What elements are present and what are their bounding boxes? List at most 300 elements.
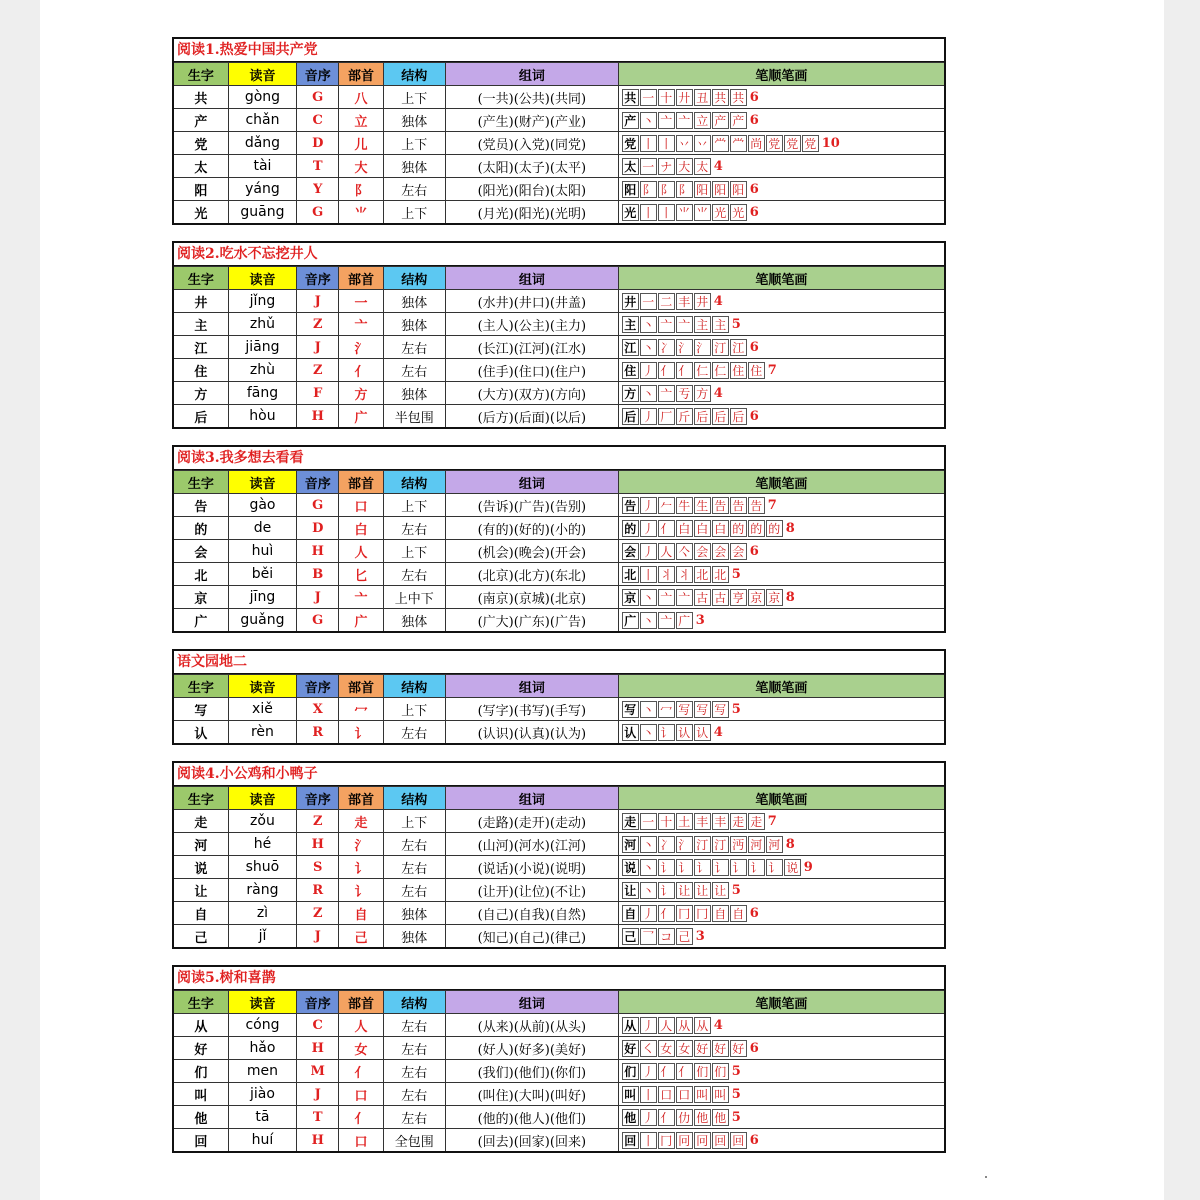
section-title: 阅读5.树和喜鹊 [174,967,944,990]
stroke-order-cell [618,925,944,948]
header-words: 组词 [445,471,618,494]
stroke-step-box: 丶 [640,112,657,129]
letter-order-cell: T [297,155,339,178]
header-pinyin: 读音 [228,471,296,494]
header-strokes: 笔顺笔画 [618,675,944,698]
stroke-order-cell [618,833,944,856]
words-cell: (阳光)(阳台)(太阳) [445,178,618,201]
stroke-step-box: 冂 [658,1132,675,1149]
header-letter-order: 音序 [297,471,339,494]
stroke-step-box: 产 [712,112,729,129]
table-row [174,925,944,948]
character-table [174,62,944,223]
stroke-step-box: 斤 [676,408,693,425]
stroke-order-cell [618,132,944,155]
character-cell: 广 [174,609,228,632]
stroke-step-box: 丶 [640,612,657,629]
stroke-step-box: 后 [712,408,729,425]
stroke-count: 6 [749,1040,759,1056]
stroke-step-box: 们 [694,1063,711,1080]
header-radical: 部首 [339,267,383,290]
structure-cell: 上下 [383,86,445,109]
letter-order-cell: J [297,290,339,313]
table-row [174,178,944,201]
stroke-count: 7 [767,497,777,513]
stroke-count: 5 [731,566,741,582]
stroke-step-box: 丶 [640,859,657,876]
stroke-step-box: 白 [676,520,693,537]
pinyin-cell: gào [228,494,296,517]
stroke-char-box: 走 [622,813,639,830]
pinyin-cell: men [228,1060,296,1083]
stroke-order-cell [618,563,944,586]
header-row [174,267,944,290]
stroke-step-box: 讠 [676,859,693,876]
stroke-char-box: 光 [622,204,639,221]
stroke-char-box: 党 [622,135,639,152]
stroke-char-box: 认 [622,724,639,741]
stroke-step-box: 告 [730,497,747,514]
stroke-step-box: 冋 [694,1132,711,1149]
stroke-step-box: 亨 [730,589,747,606]
stroke-step-box: 主 [712,316,729,333]
stroke-step-box: 回 [712,1132,729,1149]
table-row [174,856,944,879]
stroke-step-box: 亠 [658,589,675,606]
character-cell: 走 [174,810,228,833]
character-cell: 叫 [174,1083,228,1106]
stroke-step-box: 让 [712,882,729,899]
stroke-step-box: 讠 [658,724,675,741]
stroke-step-box: 亻 [676,1063,693,1080]
stroke-step-box: 让 [694,882,711,899]
stroke-step-box: 仁 [694,362,711,379]
stroke-order-cell [618,698,944,721]
stroke-step-box: 𠂉 [658,497,675,514]
structure-cell: 左右 [383,563,445,586]
structure-cell: 上下 [383,494,445,517]
table-row [174,1106,944,1129]
stroke-char-box: 产 [622,112,639,129]
radical-cell: 人 [339,1014,383,1037]
table-row [174,540,944,563]
radical-cell: 自 [339,902,383,925]
stroke-step-box: 亻 [658,1063,675,1080]
words-cell: (认识)(认真)(认为) [445,721,618,744]
stroke-order-cell [618,405,944,428]
stroke-count: 6 [749,89,759,105]
letter-order-cell: M [297,1060,339,1083]
character-cell: 从 [174,1014,228,1037]
header-pinyin: 读音 [228,991,296,1014]
stroke-step-box: 冋 [676,1132,693,1149]
header-character: 生字 [174,63,228,86]
stroke-order-cell [618,856,944,879]
stroke-step-box: 好 [730,1040,747,1057]
stroke-step-box: 女 [676,1040,693,1057]
lesson-section [172,241,946,429]
letter-order-cell: G [297,201,339,224]
stroke-count: 6 [749,905,759,921]
letter-order-cell: D [297,517,339,540]
structure-cell: 上下 [383,810,445,833]
table-row [174,810,944,833]
letter-order-cell: C [297,109,339,132]
header-structure: 结构 [383,991,445,1014]
stroke-step-box: 京 [766,589,783,606]
stroke-step-box: 氵 [676,836,693,853]
stroke-step-box: 让 [676,882,693,899]
letter-order-cell: G [297,609,339,632]
structure-cell: 左右 [383,1106,445,1129]
stroke-step-box: 会 [694,543,711,560]
radical-cell: 走 [339,810,383,833]
structure-cell: 上下 [383,540,445,563]
words-cell: (长江)(江河)(江水) [445,336,618,359]
character-table [174,674,944,743]
stroke-step-box: 河 [748,836,765,853]
stroke-step-box: 会 [730,543,747,560]
stroke-step-box: 党 [802,135,819,152]
stroke-step-box: 们 [712,1063,729,1080]
stroke-step-box: 太 [694,158,711,175]
character-cell: 主 [174,313,228,336]
stroke-step-box: 会 [712,543,729,560]
words-cell: (告诉)(广告)(告别) [445,494,618,517]
stroke-step-box: 丿 [640,543,657,560]
pinyin-cell: hǎo [228,1037,296,1060]
words-cell: (南京)(京城)(北京) [445,586,618,609]
stroke-step-box: 丿 [640,408,657,425]
character-cell: 回 [174,1129,228,1152]
letter-order-cell: S [297,856,339,879]
stroke-step-box: 走 [748,813,765,830]
table-row [174,405,944,428]
stroke-step-box: 丨 [640,1132,657,1149]
character-table [174,990,944,1151]
stroke-step-box: 产 [730,112,747,129]
structure-cell: 左右 [383,1083,445,1106]
stroke-step-box: 一 [640,158,657,175]
words-cell: (一共)(公共)(共同) [445,86,618,109]
stroke-char-box: 叫 [622,1086,639,1103]
character-cell: 会 [174,540,228,563]
table-row [174,109,944,132]
words-cell: (水井)(井口)(井盖) [445,290,618,313]
header-structure: 结构 [383,63,445,86]
stroke-step-box: 后 [730,408,747,425]
stroke-char-box: 好 [622,1040,639,1057]
stroke-char-box: 他 [622,1109,639,1126]
pinyin-cell: chǎn [228,109,296,132]
pinyin-cell: jīng [228,586,296,609]
stroke-char-box: 住 [622,362,639,379]
stroke-char-box: 后 [622,408,639,425]
stroke-step-box: 二 [658,293,675,310]
stroke-count: 8 [785,836,795,852]
pinyin-cell: jiào [228,1083,296,1106]
stroke-step-box: 讠 [730,859,747,876]
character-cell: 后 [174,405,228,428]
letter-order-cell: R [297,879,339,902]
stroke-step-box: 亻 [658,362,675,379]
stroke-step-box: 丰 [676,293,693,310]
stroke-step-box: 十 [658,89,675,106]
words-cell: (好人)(好多)(美好) [445,1037,618,1060]
stroke-step-box: 阝 [640,181,657,198]
stroke-step-box: 亠 [676,316,693,333]
stroke-count: 8 [785,520,795,536]
table-row [174,698,944,721]
header-strokes: 笔顺笔画 [618,787,944,810]
stroke-step-box: 亠 [658,612,675,629]
section-title: 阅读2.吃水不忘挖井人 [174,243,944,266]
stroke-step-box: 立 [694,112,711,129]
stroke-step-box: 京 [748,589,765,606]
stroke-count: 6 [749,1132,759,1148]
stroke-order-cell [618,336,944,359]
stroke-step-box: 汀 [712,836,729,853]
header-pinyin: 读音 [228,787,296,810]
stroke-step-box: 住 [748,362,765,379]
lesson-section [172,37,946,225]
stroke-step-box: 写 [676,701,693,718]
stroke-order-cell [618,155,944,178]
structure-cell: 左右 [383,1060,445,1083]
stroke-step-box: 丬 [658,566,675,583]
character-cell: 光 [174,201,228,224]
table-row [174,155,944,178]
character-cell: 自 [174,902,228,925]
pinyin-cell: jǐng [228,290,296,313]
stroke-count: 5 [731,316,741,332]
stroke-step-box: 口 [658,1086,675,1103]
stroke-step-box: 从 [694,1017,711,1034]
stroke-step-box: コ [658,928,675,945]
pinyin-cell: tài [228,155,296,178]
stroke-order-cell [618,494,944,517]
stroke-step-box: ⺌ [694,204,711,221]
stroke-step-box: 亠 [658,385,675,402]
structure-cell: 独体 [383,109,445,132]
stroke-step-box: 好 [712,1040,729,1057]
stroke-char-box: 阳 [622,181,639,198]
stroke-step-box: 丶 [640,724,657,741]
character-cell: 河 [174,833,228,856]
structure-cell: 左右 [383,359,445,382]
stroke-step-box: 十 [658,813,675,830]
radical-cell: 亻 [339,359,383,382]
stroke-step-box: 牛 [676,497,693,514]
letter-order-cell: B [297,563,339,586]
table-row [174,313,944,336]
pinyin-cell: zǒu [228,810,296,833]
stroke-char-box: 回 [622,1132,639,1149]
header-letter-order: 音序 [297,267,339,290]
letter-order-cell: H [297,833,339,856]
stroke-step-box: 讠 [712,859,729,876]
words-cell: (山河)(河水)(江河) [445,833,618,856]
character-cell: 写 [174,698,228,721]
stroke-step-box: 讠 [748,859,765,876]
stroke-step-box: 人 [658,543,675,560]
pinyin-cell: zì [228,902,296,925]
letter-order-cell: J [297,586,339,609]
stroke-count: 4 [713,293,723,309]
character-cell: 党 [174,132,228,155]
radical-cell: 大 [339,155,383,178]
stroke-step-box: 叫 [694,1086,711,1103]
stroke-step-box: 自 [730,905,747,922]
stroke-step-box: 讠 [658,882,675,899]
stroke-step-box: 生 [694,497,711,514]
pinyin-cell: zhǔ [228,313,296,336]
letter-order-cell: G [297,494,339,517]
table-row [174,132,944,155]
stroke-step-box: 阳 [712,181,729,198]
stroke-step-box: 北 [712,566,729,583]
pinyin-cell: guǎng [228,609,296,632]
pinyin-cell: xiě [228,698,296,721]
stroke-step-box: 亐 [676,385,693,402]
stroke-step-box: 江 [730,339,747,356]
stroke-step-box: 走 [730,813,747,830]
table-row [174,586,944,609]
character-table-list [172,37,946,1169]
stroke-step-box: 冂 [676,905,693,922]
character-cell: 说 [174,856,228,879]
letter-order-cell: D [297,132,339,155]
stroke-step-box: 后 [694,408,711,425]
header-row [174,991,944,1014]
stroke-order-cell [618,609,944,632]
radical-cell: 儿 [339,132,383,155]
stroke-step-box: 丨 [640,1086,657,1103]
pinyin-cell: rèn [228,721,296,744]
stroke-order-cell [618,313,944,336]
stroke-step-box: 丿 [640,362,657,379]
radical-cell: 亻 [339,1060,383,1083]
character-cell: 井 [174,290,228,313]
stroke-step-box: 亻 [658,1109,675,1126]
stroke-char-box: 河 [622,836,639,853]
stroke-step-box: 亻 [676,362,693,379]
stroke-step-box: 丨 [640,135,657,152]
stroke-count: 5 [731,1063,741,1079]
stroke-char-box: 主 [622,316,639,333]
words-cell: (让开)(让位)(不让) [445,879,618,902]
stroke-step-box: ナ [658,158,675,175]
words-cell: (大方)(双方)(方向) [445,382,618,405]
stroke-step-box: 丿 [640,1017,657,1034]
pinyin-cell: gòng [228,86,296,109]
stroke-step-box: 冖 [658,701,675,718]
radical-cell: 亠 [339,586,383,609]
table-row [174,879,944,902]
radical-cell: 口 [339,1083,383,1106]
stroke-step-box: 认 [676,724,693,741]
stroke-char-box: 说 [622,859,639,876]
structure-cell: 半包围 [383,405,445,428]
table-row [174,609,944,632]
stroke-step-box: 口 [676,1086,693,1103]
pinyin-cell: fāng [228,382,296,405]
letter-order-cell: H [297,540,339,563]
stroke-step-box: 的 [730,520,747,537]
header-structure: 结构 [383,787,445,810]
stroke-step-box: 丨 [658,135,675,152]
lesson-section [172,649,946,745]
stroke-step-box: 亽 [676,543,693,560]
letter-order-cell: J [297,336,339,359]
header-pinyin: 读音 [228,675,296,698]
stroke-order-cell [618,879,944,902]
stroke-step-box: 古 [694,589,711,606]
radical-cell: 匕 [339,563,383,586]
pinyin-cell: yáng [228,178,296,201]
header-radical: 部首 [339,991,383,1014]
lesson-section [172,445,946,633]
structure-cell: 左右 [383,879,445,902]
header-letter-order: 音序 [297,787,339,810]
stroke-step-box: 丰 [712,813,729,830]
stroke-step-box: 丷 [694,135,711,152]
stroke-order-cell [618,382,944,405]
header-letter-order: 音序 [297,991,339,1014]
letter-order-cell: J [297,1083,339,1106]
radical-cell: ⺌ [339,201,383,224]
stroke-count: 9 [803,859,813,875]
pinyin-cell: běi [228,563,296,586]
stroke-step-box: 主 [694,316,711,333]
stroke-step-box: 从 [676,1017,693,1034]
words-cell: (住手)(住口)(住户) [445,359,618,382]
stroke-step-box: 冂 [694,905,711,922]
stroke-step-box: 住 [730,362,747,379]
pinyin-cell: tā [228,1106,296,1129]
radical-cell: 亠 [339,313,383,336]
stroke-step-box: 冫 [658,339,675,356]
stroke-step-box: 自 [712,905,729,922]
pinyin-cell: huì [228,540,296,563]
stroke-step-box: 丶 [640,836,657,853]
stroke-step-box: 人 [658,1017,675,1034]
stroke-order-cell [618,810,944,833]
words-cell: (走路)(走开)(走动) [445,810,618,833]
stroke-char-box: 让 [622,882,639,899]
table-row [174,1129,944,1152]
radical-cell: 广 [339,609,383,632]
radical-cell: 亻 [339,1106,383,1129]
radical-cell: 女 [339,1037,383,1060]
stroke-step-box: 阝 [676,181,693,198]
character-cell: 共 [174,86,228,109]
words-cell: (说话)(小说)(说明) [445,856,618,879]
stroke-count: 4 [713,158,723,174]
header-structure: 结构 [383,675,445,698]
words-cell: (回去)(回家)(回来) [445,1129,618,1152]
radical-cell: 广 [339,405,383,428]
header-letter-order: 音序 [297,63,339,86]
stroke-step-box: 大 [676,158,693,175]
character-table [174,786,944,947]
stroke-step-box: 河 [766,836,783,853]
letter-order-cell: H [297,1037,339,1060]
stroke-order-cell [618,1037,944,1060]
stroke-char-box: 北 [622,566,639,583]
stroke-step-box: 他 [694,1109,711,1126]
character-cell: 江 [174,336,228,359]
